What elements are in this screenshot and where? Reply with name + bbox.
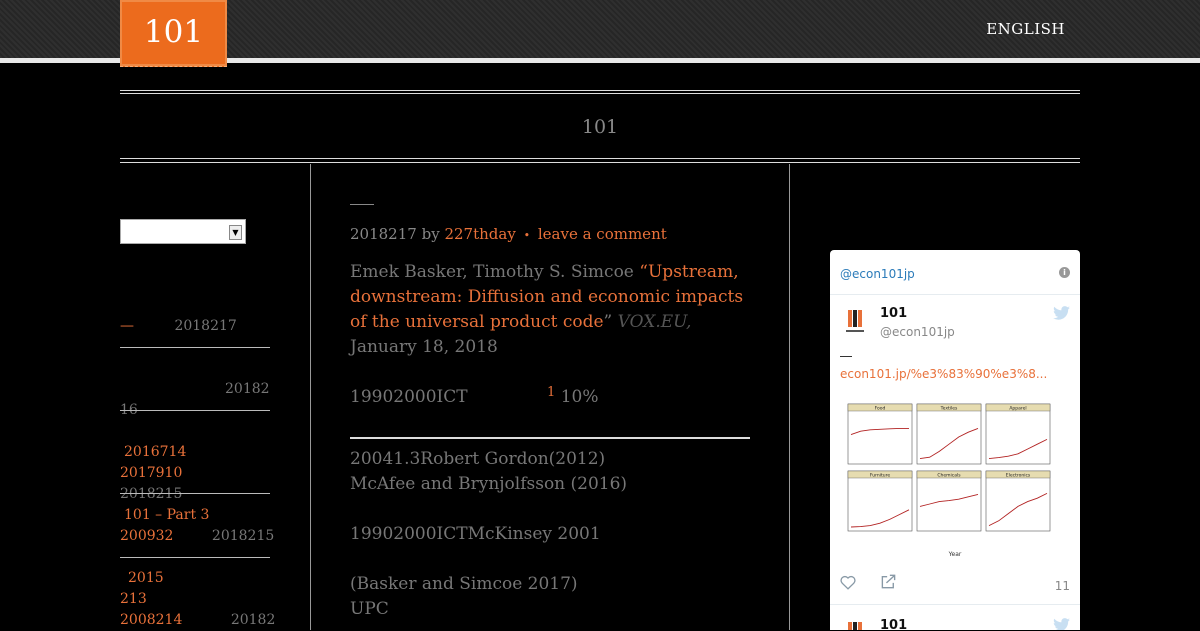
avatar[interactable] xyxy=(840,618,870,630)
chart-panel xyxy=(986,404,1050,464)
citation-date: January 18, 2018 xyxy=(350,337,498,357)
language-switch-link[interactable]: ENGLISH xyxy=(986,20,1065,38)
chart-panel xyxy=(848,404,912,464)
chart-panel-label: Food xyxy=(874,406,886,412)
sidebar-post-link[interactable]: 101 – Part 3 xyxy=(124,507,210,523)
citation-source: VOX.EU, xyxy=(617,312,692,332)
sidebar-divider xyxy=(120,347,270,348)
post-paragraph-5 xyxy=(350,572,750,622)
sidebar-post-link-2[interactable]: 200932 xyxy=(120,528,174,544)
sidebar-post-link[interactable]: — xyxy=(120,318,134,334)
sidebar-post-date: 2018215 xyxy=(211,528,275,544)
sidebar-post-link-2[interactable]: 213 xyxy=(120,591,147,607)
chart-xlabel: Year xyxy=(948,551,962,558)
site-logo[interactable]: 101 xyxy=(120,0,227,67)
post-date: 2018217 xyxy=(350,225,417,243)
twitter-widget-header xyxy=(830,250,1080,295)
chart-panel-label: Chemicals xyxy=(937,473,961,479)
post-paragraph-2 xyxy=(350,387,750,407)
sidebar-post-date: 2018217 xyxy=(174,318,237,334)
archive-dropdown[interactable] xyxy=(120,219,246,244)
sidebar-post-4 xyxy=(120,505,290,547)
chart-panel-label: Textiles xyxy=(940,406,958,412)
share-icon[interactable] xyxy=(880,574,897,589)
sidebar-divider xyxy=(120,557,270,558)
title-rule-top xyxy=(120,90,1080,91)
chart-panel-label: Furniture xyxy=(869,473,891,479)
paragraph-tail: 10% xyxy=(560,387,599,407)
post-paragraph-3 xyxy=(350,447,750,497)
citation-authors: Emek Basker, Timothy S. Simcoe xyxy=(350,262,634,282)
tweet-actions xyxy=(840,575,1070,595)
chart-panel xyxy=(917,404,981,464)
sidebar-post-date: 2018215 xyxy=(120,486,183,502)
like-count: 11 xyxy=(1054,579,1070,593)
sidebar-divider xyxy=(120,410,270,411)
tweet-dash xyxy=(840,356,852,357)
post-by: by xyxy=(421,225,440,243)
sidebar-post-date-suffix: 16 xyxy=(120,402,138,418)
sidebar-post-2 xyxy=(120,358,280,421)
column-divider-right xyxy=(789,164,790,630)
heart-icon[interactable] xyxy=(840,575,856,590)
title-rule-top-2 xyxy=(120,93,1080,94)
chart-panel-label: Electronics xyxy=(1005,473,1031,479)
footnote-link[interactable]: 1 xyxy=(547,385,556,400)
site-title: 101 xyxy=(581,116,619,138)
twitter-bird-icon[interactable] xyxy=(1053,306,1070,320)
citation-title-link[interactable]: Upstream, downstream: Diffusion and economic impacts of the universal product code xyxy=(350,262,744,332)
sidebar-post-link-3[interactable]: 2008214 xyxy=(120,612,183,628)
paragraph-line: UPC xyxy=(350,599,389,619)
meta-separator: • xyxy=(523,229,531,242)
leave-comment-link[interactable]: leave a comment xyxy=(537,225,667,243)
tweet-author-name[interactable]: 101 xyxy=(880,618,908,630)
paragraph-text: 19902000ICT xyxy=(350,387,468,407)
sidebar-post-1 xyxy=(120,316,280,337)
tweet-separator xyxy=(830,604,1080,605)
sidebar-post-date: 20182 xyxy=(230,612,276,628)
tweet-author-name[interactable]: 101 xyxy=(880,306,908,321)
sidebar-divider xyxy=(120,493,270,494)
title-rule-bottom-2 xyxy=(120,162,1080,163)
twitter-handle-link[interactable]: @econ101jp xyxy=(840,267,915,281)
citation-open-quote: “ xyxy=(639,262,648,282)
info-icon[interactable]: i xyxy=(1059,267,1070,278)
chart-panel-label: Apparel xyxy=(1009,406,1027,412)
sidebar-post-5 xyxy=(120,568,290,631)
tweet-url-link[interactable]: econ101.jp/%e3%83%90%e3%8... xyxy=(840,367,1048,381)
paragraph-line: McAfee and Brynjolfsson (2016) xyxy=(350,474,628,494)
chevron-down-icon[interactable]: ▼ xyxy=(229,225,242,240)
tweet-author-handle[interactable]: @econ101jp xyxy=(880,325,955,339)
avatar[interactable] xyxy=(840,306,870,336)
title-rule-bottom xyxy=(120,158,1080,159)
citation-close-quote: ” xyxy=(603,312,613,332)
sidebar-post-link[interactable]: 2016714 xyxy=(124,444,187,460)
sidebar-post-link[interactable]: 2015 xyxy=(128,570,164,586)
twitter-timeline-widget xyxy=(830,250,1080,630)
chart-panel xyxy=(848,471,912,531)
citation-paragraph xyxy=(350,260,750,360)
paragraph-line: (Basker and Simcoe 2017) xyxy=(350,574,578,594)
paragraph-line: 20041.3Robert Gordon(2012) xyxy=(350,449,606,469)
author-link[interactable]: 227thday xyxy=(444,225,516,243)
twitter-bird-icon[interactable] xyxy=(1053,618,1070,630)
content-divider xyxy=(350,437,750,439)
post-meta xyxy=(350,225,667,243)
sidebar-post-link-2[interactable]: 2017910 xyxy=(120,465,183,481)
post-title-dash xyxy=(350,204,374,205)
sidebar-post-date: 20182 xyxy=(225,381,270,397)
post-paragraph-4: 19902000ICTMcKinsey 2001 xyxy=(350,524,601,544)
column-divider-left xyxy=(310,164,311,630)
tweet-chart-image[interactable] xyxy=(844,400,1066,560)
